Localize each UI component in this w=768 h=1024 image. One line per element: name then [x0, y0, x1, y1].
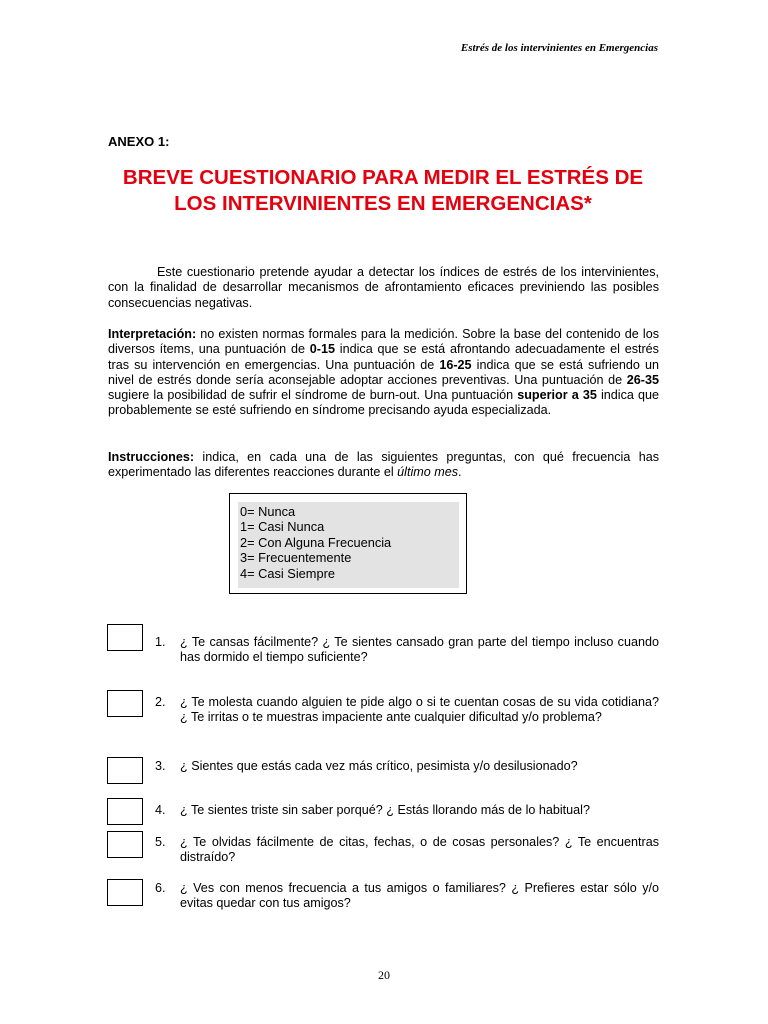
answer-box-5[interactable] — [107, 831, 143, 858]
scale-item-0: 0= Nunca — [240, 504, 296, 519]
question-number-3: 3. — [155, 759, 166, 773]
question-text-2: ¿ Te molesta cuando alguien te pide algo o si te cuentan cosas de su vida cotidiana? ¿ Te irritas o te muestras impaciente ante cualquier dificultad y/o problema? — [180, 695, 659, 725]
answer-box-2[interactable] — [107, 690, 143, 717]
instructions-paragraph — [108, 450, 659, 481]
score-range-above-35: superior a 35 — [517, 388, 597, 403]
annex-label: ANEXO 1: — [108, 134, 170, 149]
interpretation-label: Interpretación: — [108, 327, 197, 341]
question-number-2: 2. — [155, 695, 166, 709]
interpretation-text-3: indica que se está sufriendo un nivel de estrés donde sería aconsejable adoptar acciones preventivas. Una puntuación de — [108, 357, 659, 387]
score-range-16-25: 16-25 — [439, 357, 472, 372]
instructions-end: . — [458, 465, 462, 480]
interpretation-paragraph — [108, 327, 659, 419]
scale-item-2: 2= Con Alguna Frecuencia — [240, 534, 392, 550]
scale-item-3: 3= Frecuentemente — [240, 550, 352, 566]
question-text-3: ¿ Sientes que estás cada vez más crítico, pesimista y/o desilusionado? — [180, 759, 578, 773]
instructions-emphasis: último mes — [397, 465, 459, 480]
answer-box-6[interactable] — [107, 879, 143, 906]
answer-box-1[interactable] — [107, 624, 143, 651]
page-number: 20 — [378, 968, 390, 982]
question-number-5: 5. — [155, 835, 166, 849]
question-number-4: 4. — [155, 803, 166, 817]
interpretation-text-4: sugiere la posibilidad de sufrir el síndrome de burn-out. Una puntuación — [108, 388, 518, 403]
instructions-text: indica, en cada una de las siguientes preguntas, con qué frecuencia has experimentado las diferentes reacciones durante el — [108, 450, 659, 480]
answer-box-3[interactable] — [107, 757, 143, 784]
interpretation-text-5: indica que probablemente se esté sufriendo en síndrome precisando ayuda especializada. — [108, 388, 659, 418]
document-title: BREVE CUESTIONARIO PARA MEDIR EL ESTRÉS DE LOS INTERVINIENTES EN EMERGENCIAS* — [122, 166, 644, 215]
question-text-1: ¿ Te cansas fácilmente? ¿ Te sientes cansado gran parte del tiempo incluso cuando has dormido el tiempo suficiente? — [180, 635, 659, 665]
question-text-4: ¿ Te sientes triste sin saber porqué? ¿ Estás llorando más de lo habitual? — [180, 803, 590, 817]
question-number-1: 1. — [155, 635, 166, 649]
frequency-scale-legend — [229, 493, 467, 594]
question-number-6: 6. — [155, 881, 166, 895]
intro-paragraph: Este cuestionario pretende ayudar a detectar los índices de estrés de los intervinientes, con la finalidad de desarrollar mecanismos de afrontamiento eficaces previniendo las posibles consecuencias negativas. — [108, 265, 659, 310]
interpretation-text-2: indica que se está afrontando adecuadamente el estrés tras su intervención en emergencias. Una puntuación de — [108, 342, 659, 372]
score-range-26-35: 26-35 — [626, 372, 659, 387]
answer-box-4[interactable] — [107, 798, 143, 825]
score-range-0-15: 0-15 — [309, 342, 335, 357]
frequency-scale-list — [238, 502, 459, 588]
interpretation-text-1: no existen normas formales para la medición. Sobre la base del contenido de los diversos ítems, una puntuación de — [108, 327, 659, 357]
running-header: Estrés de los intervinientes en Emergencias — [460, 42, 658, 54]
scale-item-1: 1= Casi Nunca — [240, 519, 325, 535]
question-text-5: ¿ Te olvidas fácilmente de citas, fechas, o de cosas personales? ¿ Te encuentras distraído? — [180, 835, 659, 865]
scale-item-4: 4= Casi Siempre — [240, 565, 335, 581]
question-text-6: ¿ Ves con menos frecuencia a tus amigos o familiares? ¿ Prefieres estar sólo y/o evitas quedar con tus amigos? — [180, 881, 659, 911]
instructions-label: Instrucciones: — [108, 450, 195, 464]
